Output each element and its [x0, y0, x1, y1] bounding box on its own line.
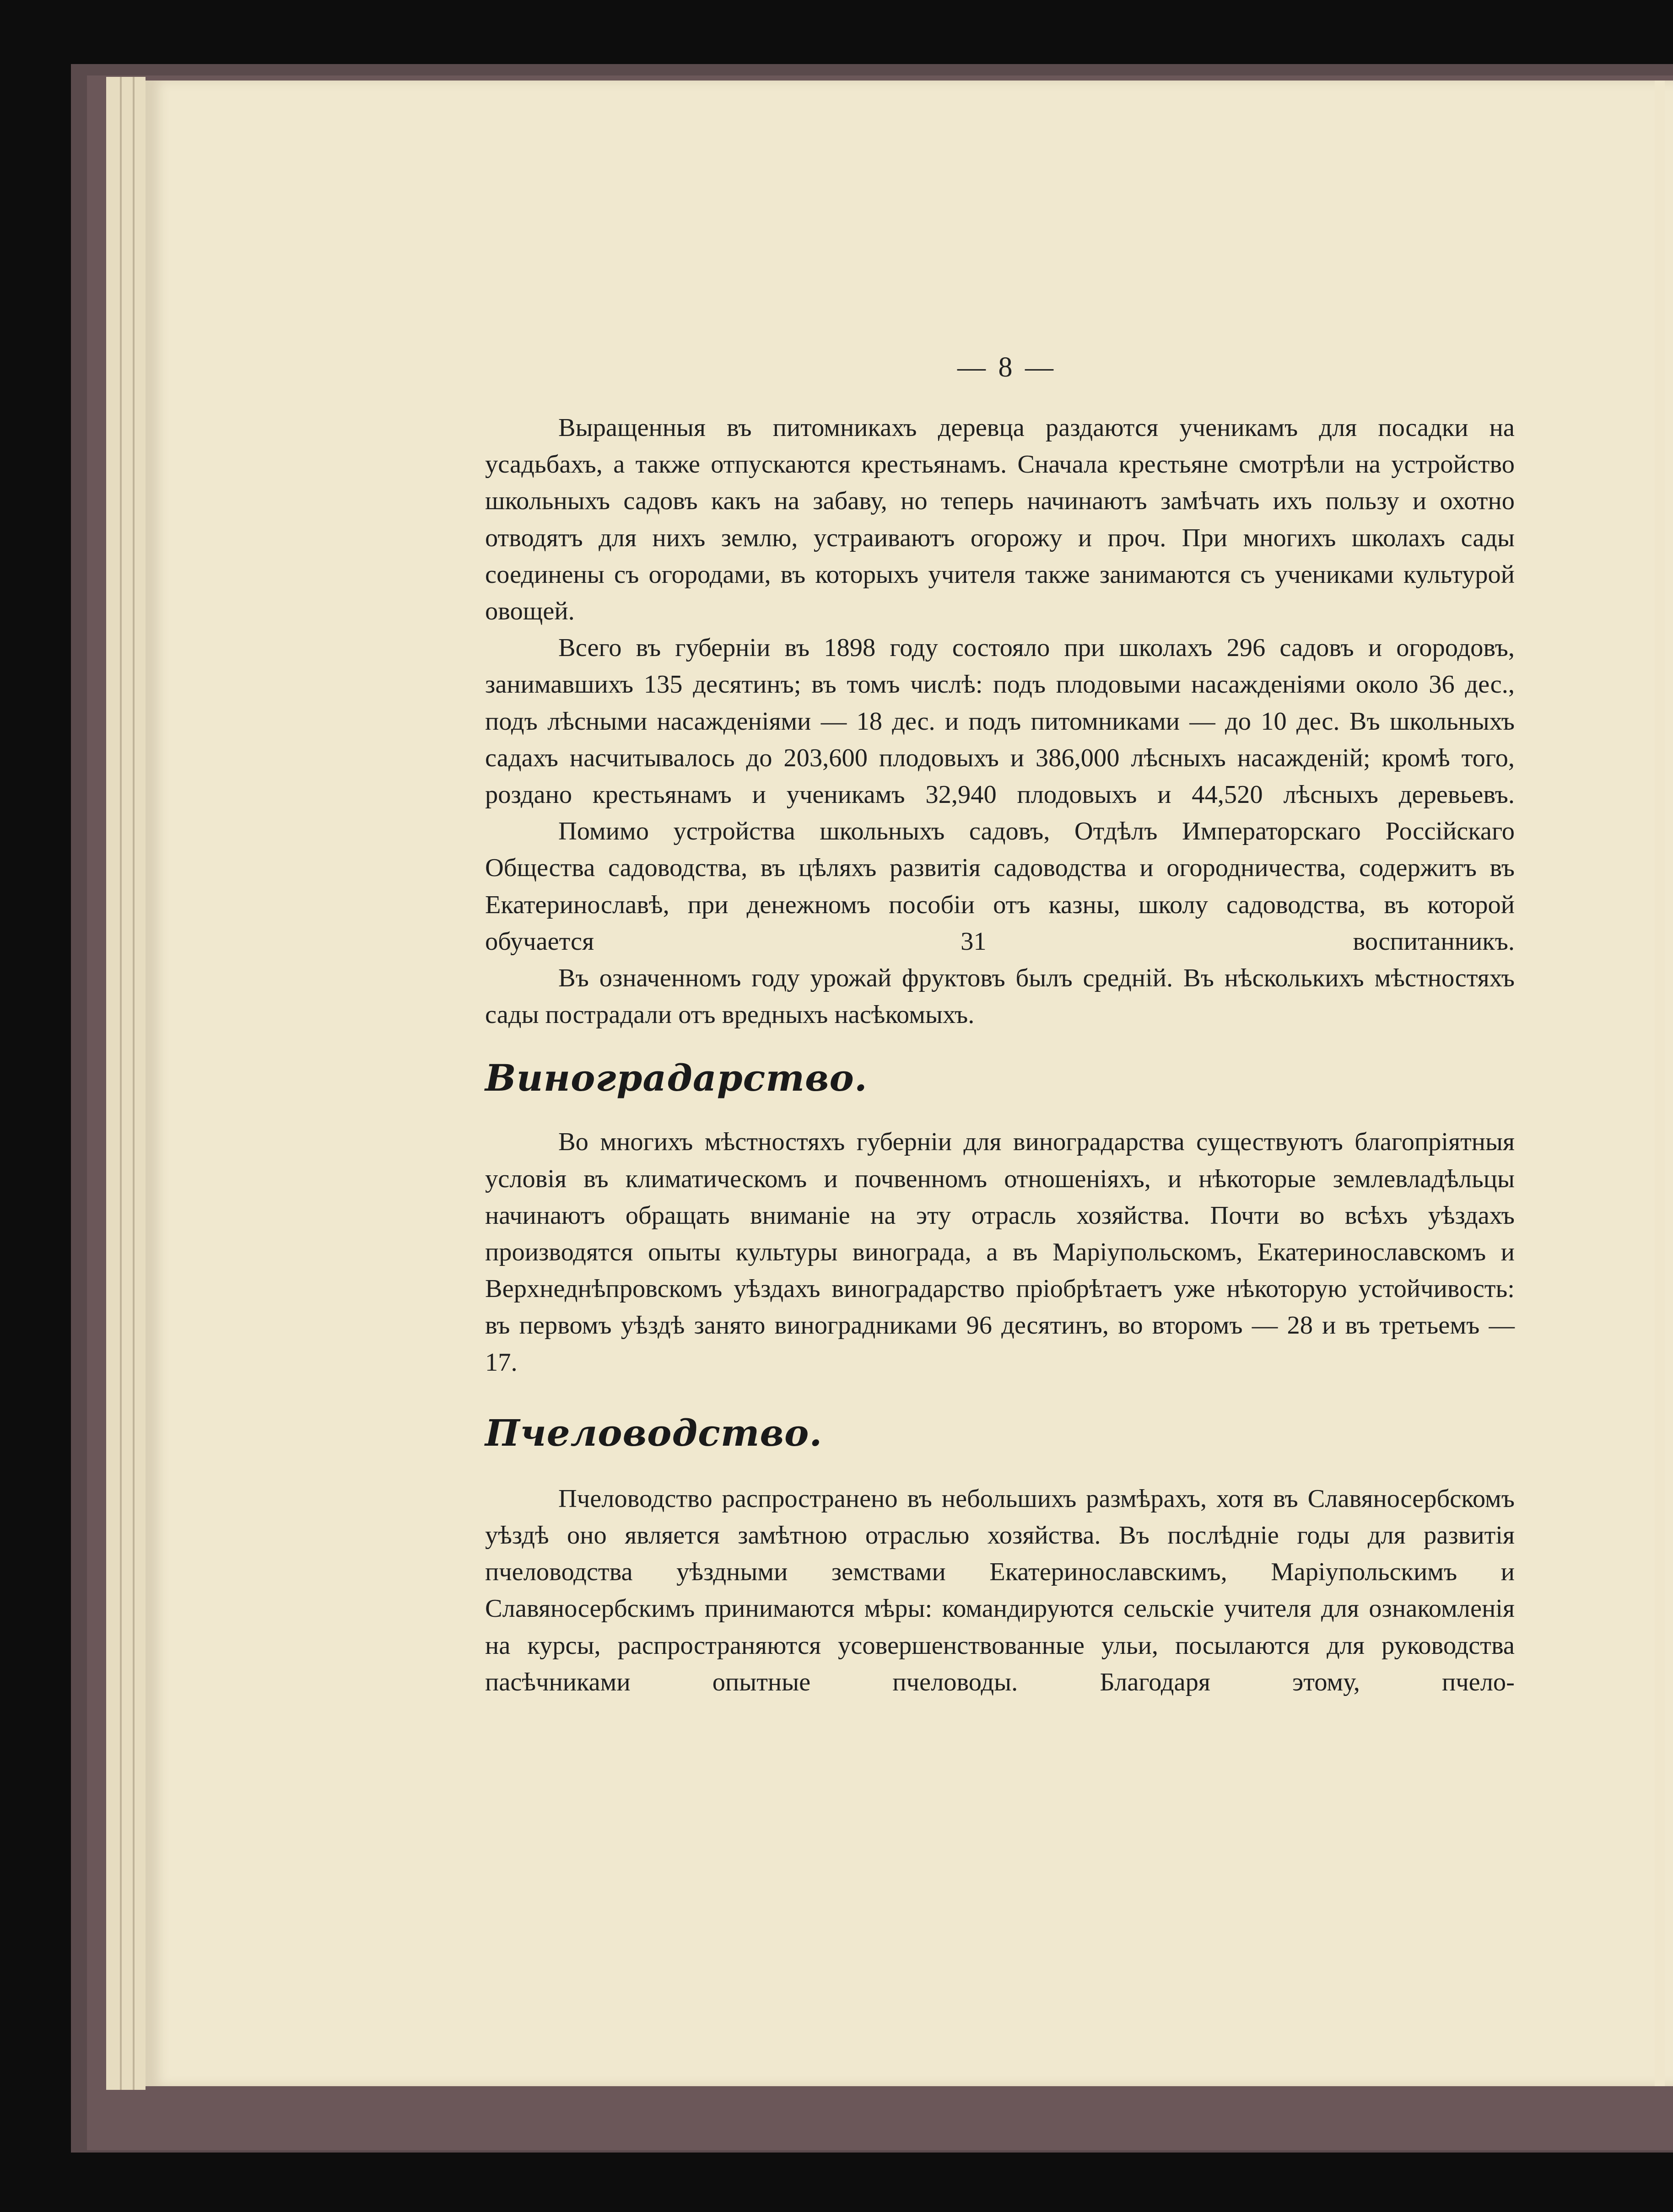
paragraph: Въ означенномъ году урожай фруктовъ былъ средній. Въ нѣсколькихъ мѣстностяхъ сады пострадали отъ вредныхъ насѣкомыхъ.	[485, 964, 1515, 1029]
section-heading-beekeeping: Пчеловодство.	[485, 1411, 823, 1454]
paragraph: Всего въ губерніи въ 1898 году состояло при школахъ 296 садовъ и огородовъ, занимавшихъ 135 десятинъ; въ томъ числѣ: подъ плодовыми насажденіями около 36 дес., подъ лѣсными насажденіями — 18 дес. и подъ питомниками — до 10 дес. Въ школьныхъ садахъ насчитывалось до 203,600 плодовыхъ и 386,000 лѣсныхъ насажденій; кромѣ того, роздано крестьянамъ и ученикамъ 32,940 плодовыхъ и 44,520 лѣсныхъ деревьевъ.	[485, 634, 1515, 809]
paragraph: Во многихъ мѣстностяхъ губерніи для виноградарства существуютъ благопріятныя условія въ климатическомъ и почвенномъ отношеніяхъ, и нѣкоторые землевладѣльцы начинаютъ обращать вниманіе на эту отрасль хозяйства. Почти во всѣхъ уѣздахъ производятся опыты культуры винограда, а въ Маріупольскомъ, Екатеринославскомъ и Верхнеднѣпровскомъ уѣздахъ виноградарство пріобрѣтаетъ уже нѣкоторую устойчивость: въ первомъ уѣздѣ занято виноградниками 96 десятинъ, во второмъ — 28 и въ третьемъ — 17.	[485, 1128, 1515, 1377]
paragraph: Пчеловодство распространено въ небольшихъ размѣрахъ, хотя въ Славяносербскомъ уѣздѣ оно является замѣтною отраслью хозяйства. Въ послѣдніе годы для развитія пчеловодства уѣздными земствами Екатеринославскимъ, Маріупольскимъ и Славяносербскимъ принимаются мѣры: командируются сельскіе учителя для ознакомленія на курсы, распространяются усовершенствованные ульи, посылаются для руководства пасѣчниками опытные пчеловоды. Благодаря этому, пчело-	[485, 1484, 1515, 1696]
facing-page-sliver	[1655, 81, 1665, 2086]
page-stack-edge	[106, 77, 146, 2090]
section-heading-viticulture: Виноградарство.	[485, 1056, 868, 1100]
page-rim	[133, 77, 135, 2090]
page-body	[485, 409, 1515, 1701]
paragraph: Выращенныя въ питомникахъ деревца раздаются ученикамъ для посадки на усадьбахъ, а также отпускаются крестьянамъ. Сначала крестьяне смотрѣли на устройство школьныхъ садовъ какъ на забаву, но теперь начинаютъ замѣчать ихъ пользу и охотно отводятъ для нихъ землю, устраиваютъ огорожу и проч. При многихъ школахъ сады соединены съ огородами, въ которыхъ учителя также занимаются съ учениками культурой овощей.	[485, 414, 1515, 626]
page-rim	[120, 77, 122, 2090]
paragraph: Помимо устройства школьныхъ садовъ, Отдѣлъ Императорскаго Россійскаго Общества садоводства, въ цѣляхъ развитія садоводства и огородничества, содержитъ въ Екатеринославѣ, при денежномъ пособіи отъ казны, школу садоводства, въ которой обучается 31 воспитанникъ.	[485, 817, 1515, 956]
page-number: — 8 —	[957, 352, 1056, 383]
